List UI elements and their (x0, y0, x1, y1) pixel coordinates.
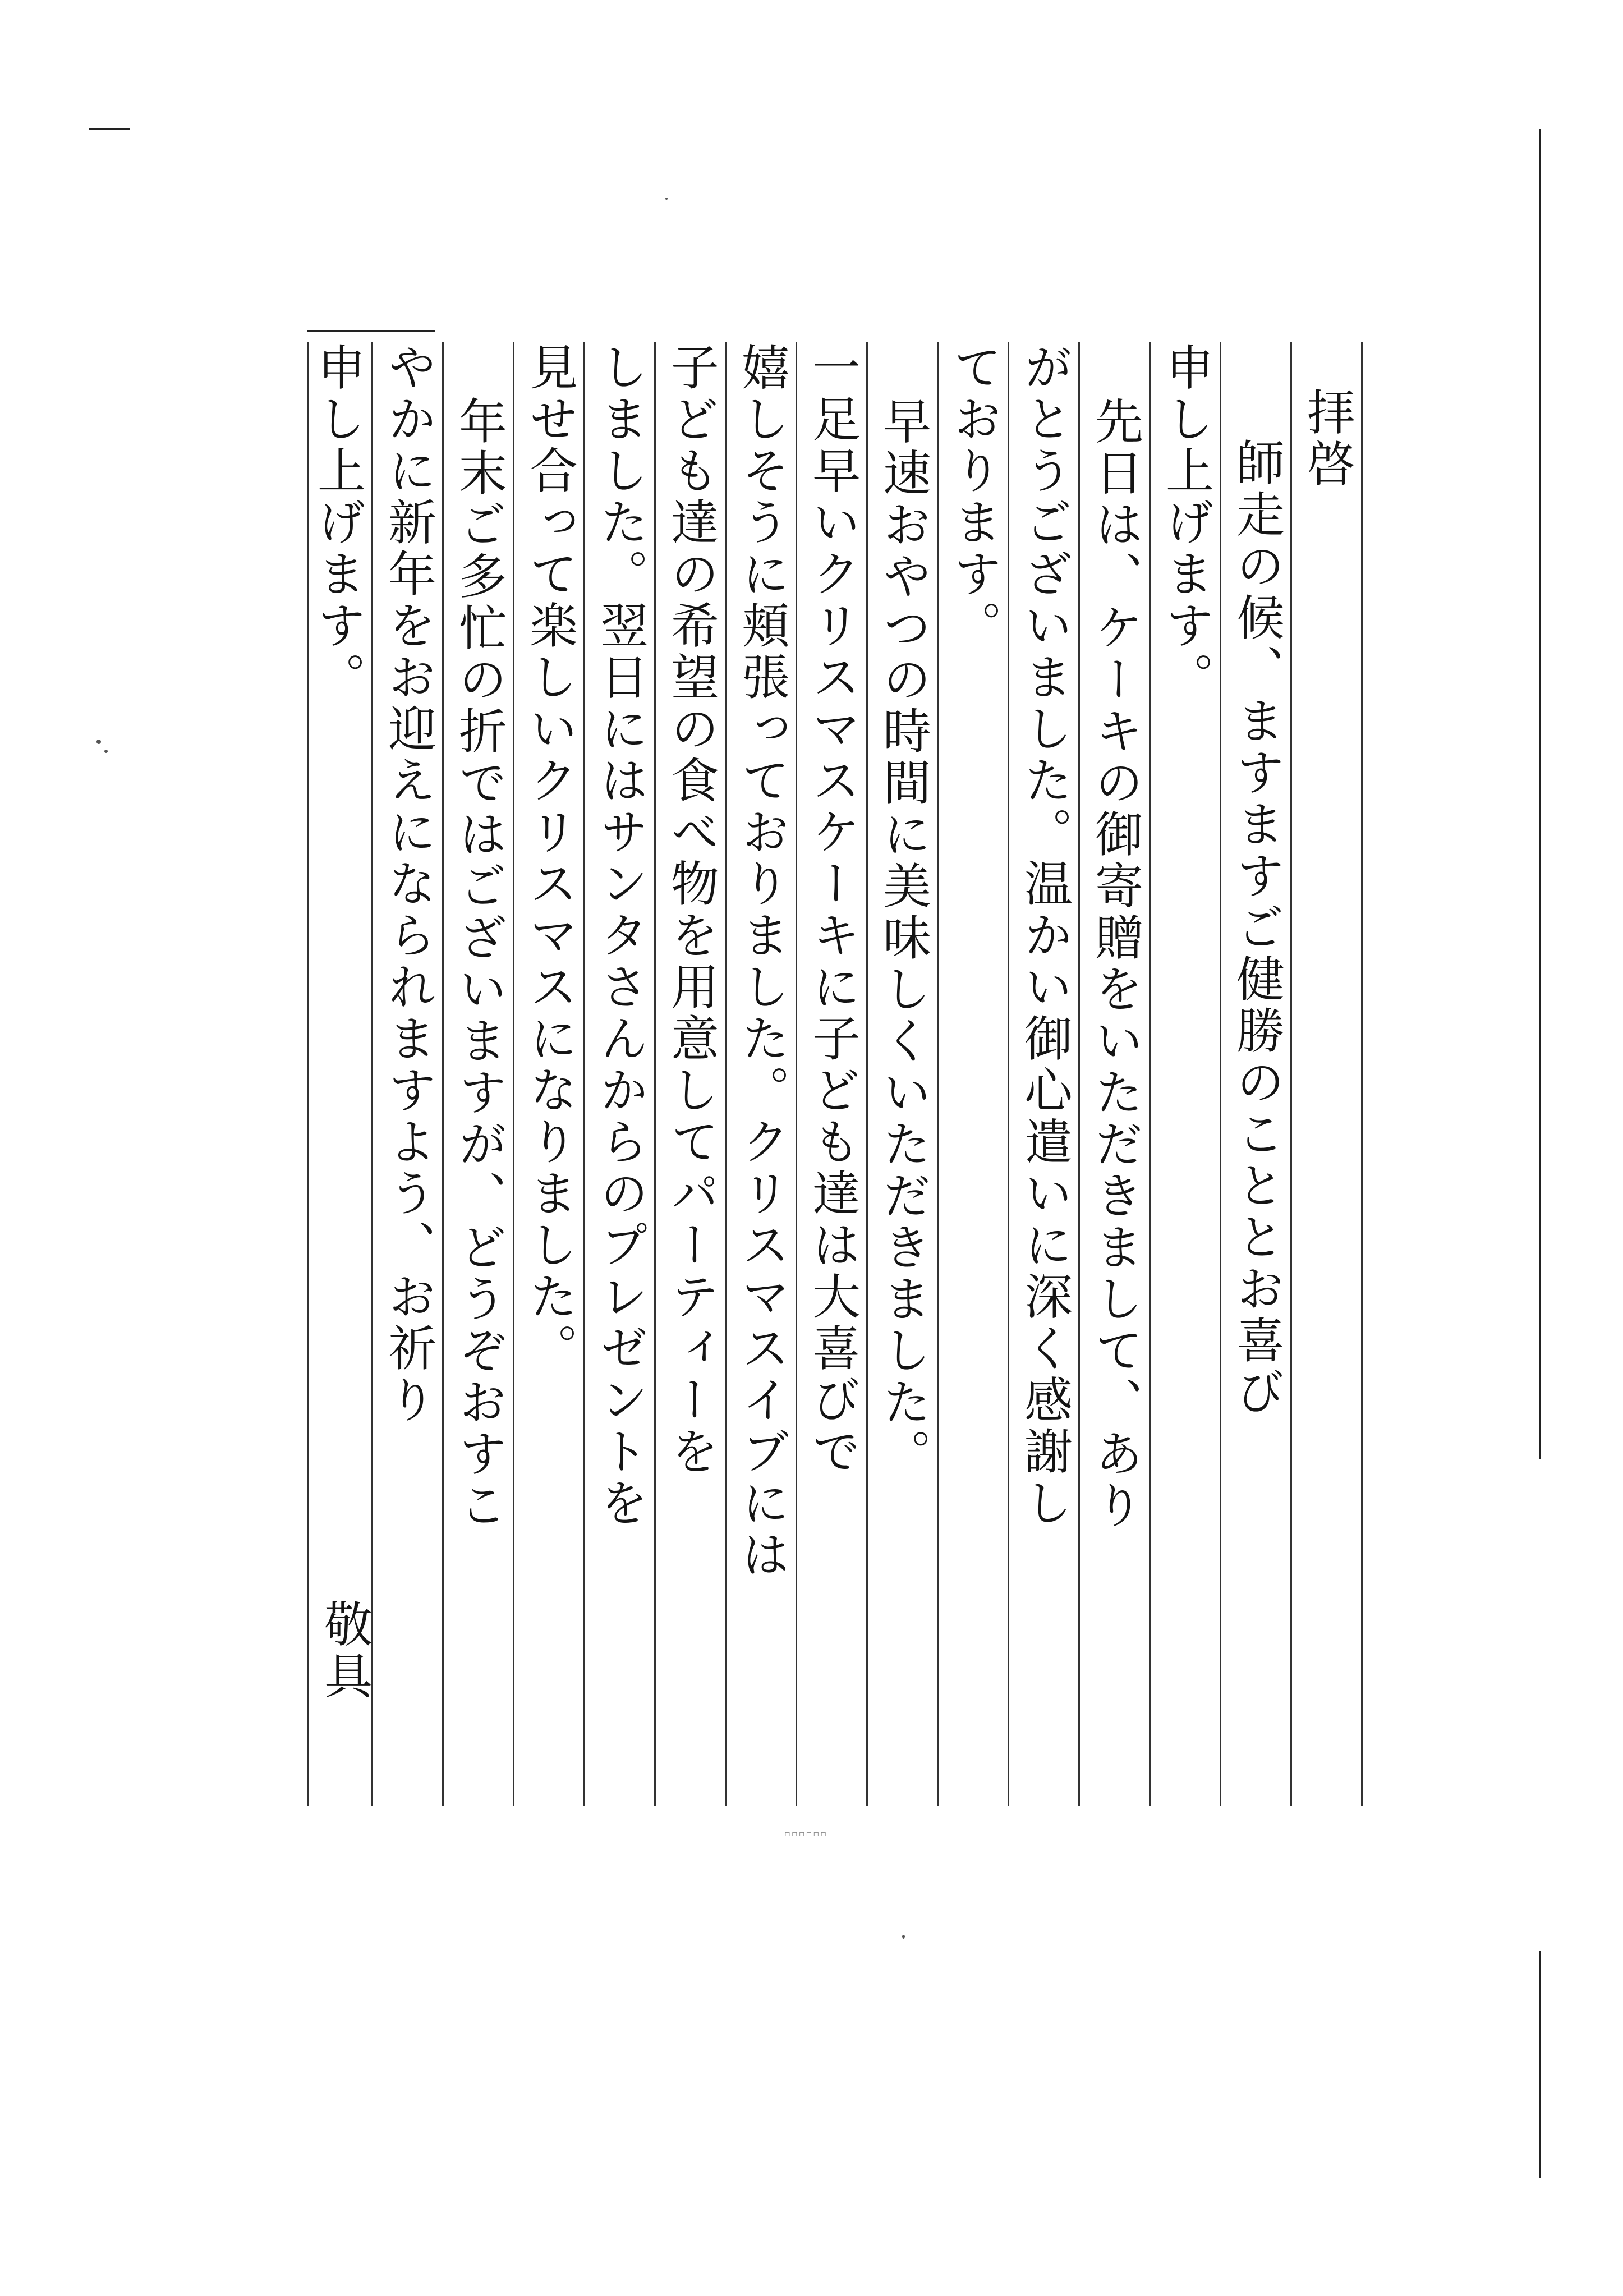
letter-line: 早速おやつの時間に美味しくいただきました。 (875, 396, 931, 1480)
scan-speck (104, 750, 108, 753)
letter-closing: 敬具 (316, 1599, 372, 1702)
letter-line: 申し上げます。 (1157, 342, 1213, 704)
scan-mark (307, 330, 435, 332)
letter-line: ております。 (945, 342, 1001, 652)
scan-edge-line (1539, 129, 1541, 1459)
letter-line: 見せ合って楽しいクリスマスになりました。 (521, 342, 577, 1375)
letter-line: 先日は、ケーキの御寄贈をいただきまして、あり (1087, 396, 1143, 1532)
scan-speck (902, 1935, 905, 1939)
letter-line: 一足早いクリスマスケーキに子ども達は大喜びで (804, 342, 860, 1478)
letter-sheet (307, 342, 1368, 1806)
scan-mark (89, 128, 130, 130)
letter-line: 嬉しそうに頬張っておりました。クリスマスイブには (733, 342, 789, 1581)
letter-line: 申し上げます。 (309, 342, 365, 704)
scan-speck (96, 740, 101, 744)
letter-line: 師走の候、ますますご健勝のこととお喜び (1228, 438, 1284, 1418)
scan-code: ▫▫▫▫▫▫ (784, 1828, 828, 1839)
letter-line: 拝啓 (1299, 387, 1355, 490)
letter-line: しました。翌日にはサンタさんからのプレゼントを (592, 342, 648, 1530)
scan-edge-line (1539, 1951, 1541, 2178)
letter-line: 年末ご多忙の折ではございますが、どうぞおすこ (450, 396, 507, 1532)
letter-line: やかに新年をお迎えになられますよう、お祈り (380, 342, 436, 1426)
letter-line: がとうございました。温かい御心遣いに深く感謝し (1016, 342, 1072, 1530)
scan-speck (665, 198, 668, 200)
letter-line: 子ども達の希望の食べ物を用意してパーティーを (663, 342, 719, 1478)
